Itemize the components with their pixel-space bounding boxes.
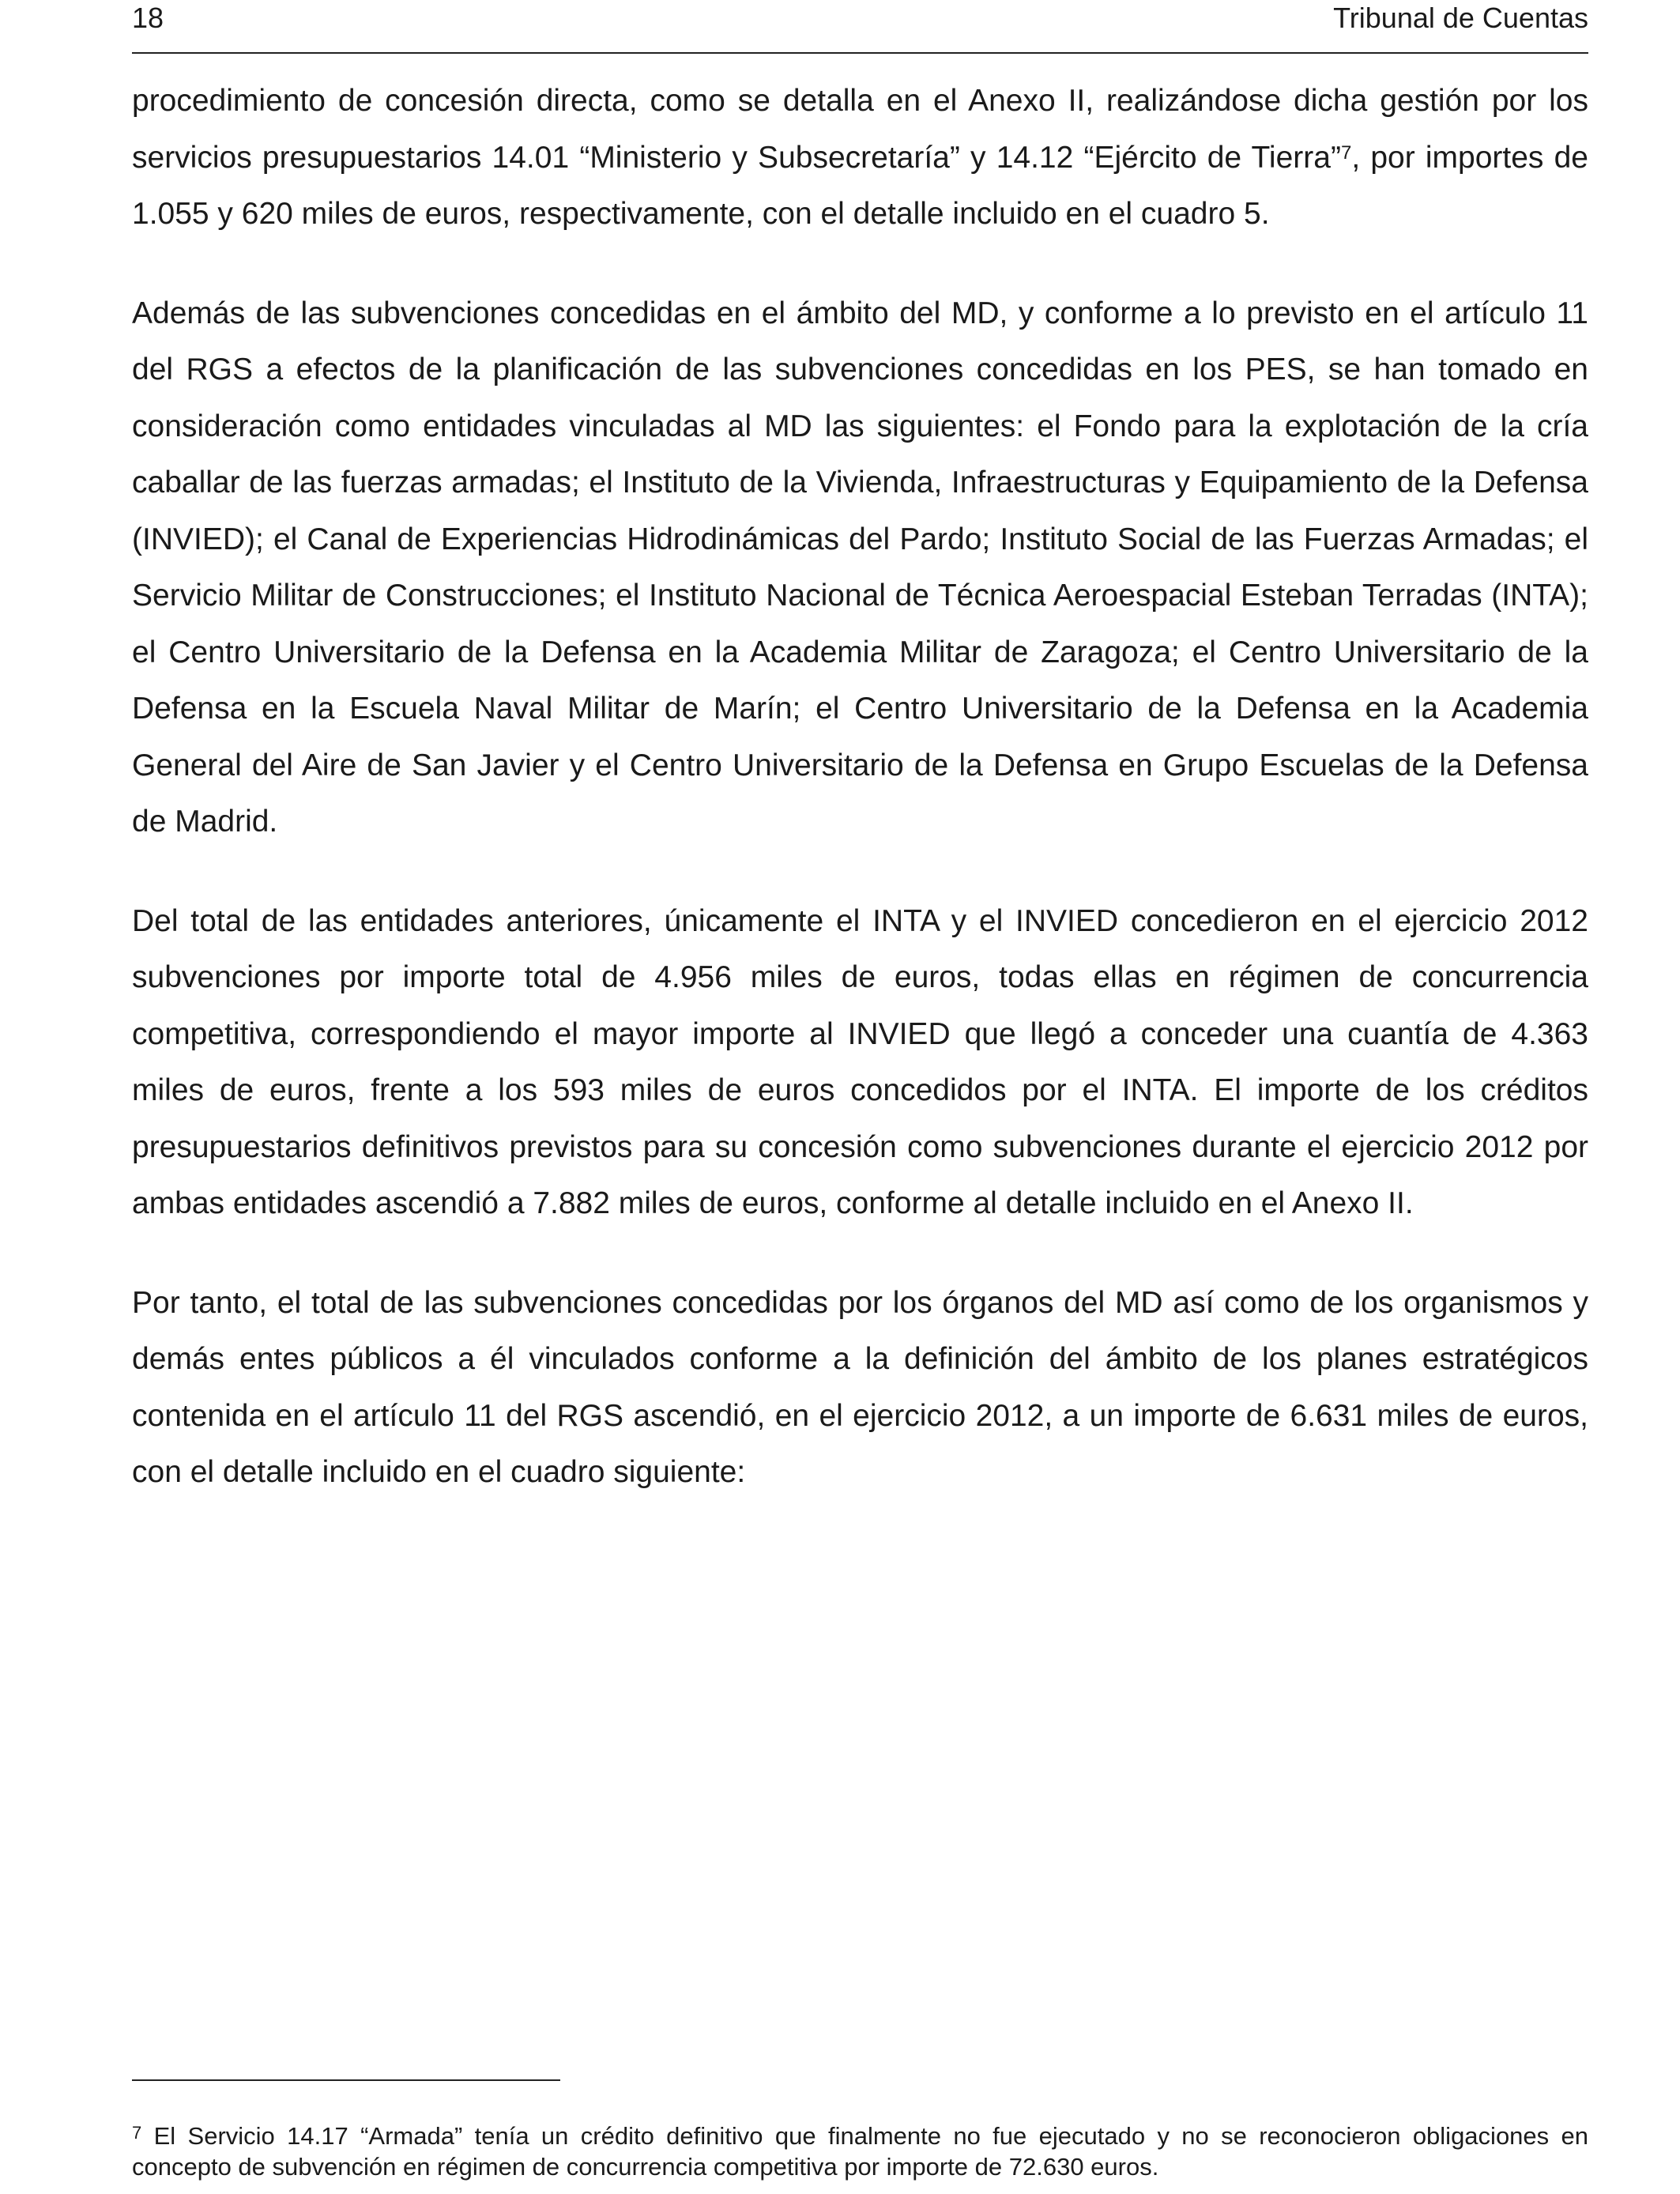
- footnote-text: El Servicio 14.17 “Armada” tenía un crédito definitivo que finalmente no fue ejecutado y no se reconocieron obligaciones en concepto de subvención en régimen de concurrencia competitiva por importe de 72.630 euros.: [132, 2122, 1588, 2181]
- body-text: [132, 73, 1588, 1544]
- paragraph-1-text-b: , por importes de 1.055 y 620 miles de euros, respectivamente, con el detalle incluido en el cuadro 5.: [132, 140, 1588, 231]
- footnote-reference[interactable]: 7: [1340, 141, 1352, 164]
- footnote-separator: [132, 2079, 560, 2081]
- paragraph-2: Además de las subvenciones concedidas en el ámbito del MD, y conforme a lo previsto en el artículo 11 del RGS a efectos de la planificación de las subvenciones concedidas en los PES, se han tomado en consideración como entidades vinculadas al MD las siguientes: el Fondo para la explotación de la cría caballar de las fuerzas armadas; el Instituto de la Vivienda, Infraestructuras y Equipamiento de la Defensa (INVIED); el Canal de Experiencias Hidrodinámicas del Pardo; Instituto Social de las Fuerzas Armadas; el Servicio Militar de Construcciones; el Instituto Nacional de Técnica Aeroespacial Esteban Terradas (INTA); el Centro Universitario de la Defensa en la Academia Militar de Zaragoza; el Centro Universitario de la Defensa en la Escuela Naval Militar de Marín; el Centro Universitario de la Defensa en la Academia General del Aire de San Javier y el Centro Universitario de la Defensa en Grupo Escuelas de la Defensa de Madrid.: [132, 296, 1588, 839]
- paragraph-1: [132, 73, 1588, 243]
- page-number: 18: [132, 2, 164, 34]
- paragraph-4: Por tanto, el total de las subvenciones concedidas por los órganos del MD así como de los organismos y demás entes públicos a él vinculados conforme a la definición del ámbito de los planes estratégicos contenida en el artículo 11 del RGS ascendió, en el ejercicio 2012, a un importe de 6.631 miles de euros, con el detalle incluido en el cuadro siguiente:: [132, 1285, 1588, 1489]
- paragraph-1-text-a: procedimiento de concesión directa, como se detalla en el Anexo II, realizándose dicha gestión por los servicios presupuestarios 14.01 “Ministerio y Subsecretaría” y 14.12 “Ejército de Tierra”: [132, 84, 1588, 175]
- paragraph-3: Del total de las entidades anteriores, únicamente el INTA y el INVIED concedieron en el ejercicio 2012 subvenciones por importe total de 4.956 miles de euros, todas ellas en régimen de concurrencia competitiva, correspondiendo el mayor importe al INVIED que llegó a conceder una cuantía de 4.363 miles de euros, frente a los 593 miles de euros concedidos por el INTA. El importe de los créditos presupuestarios definitivos previstos para su concesión como subvenciones durante el ejercicio 2012 por ambas entidades ascendió a 7.882 miles de euros, conforme al detalle incluido en el Anexo II.: [132, 903, 1588, 1220]
- running-head: Tribunal de Cuentas: [1333, 2, 1588, 34]
- footnote-number: 7: [132, 2123, 142, 2143]
- page-header: [132, 0, 1588, 54]
- footnote: [132, 2120, 1588, 2182]
